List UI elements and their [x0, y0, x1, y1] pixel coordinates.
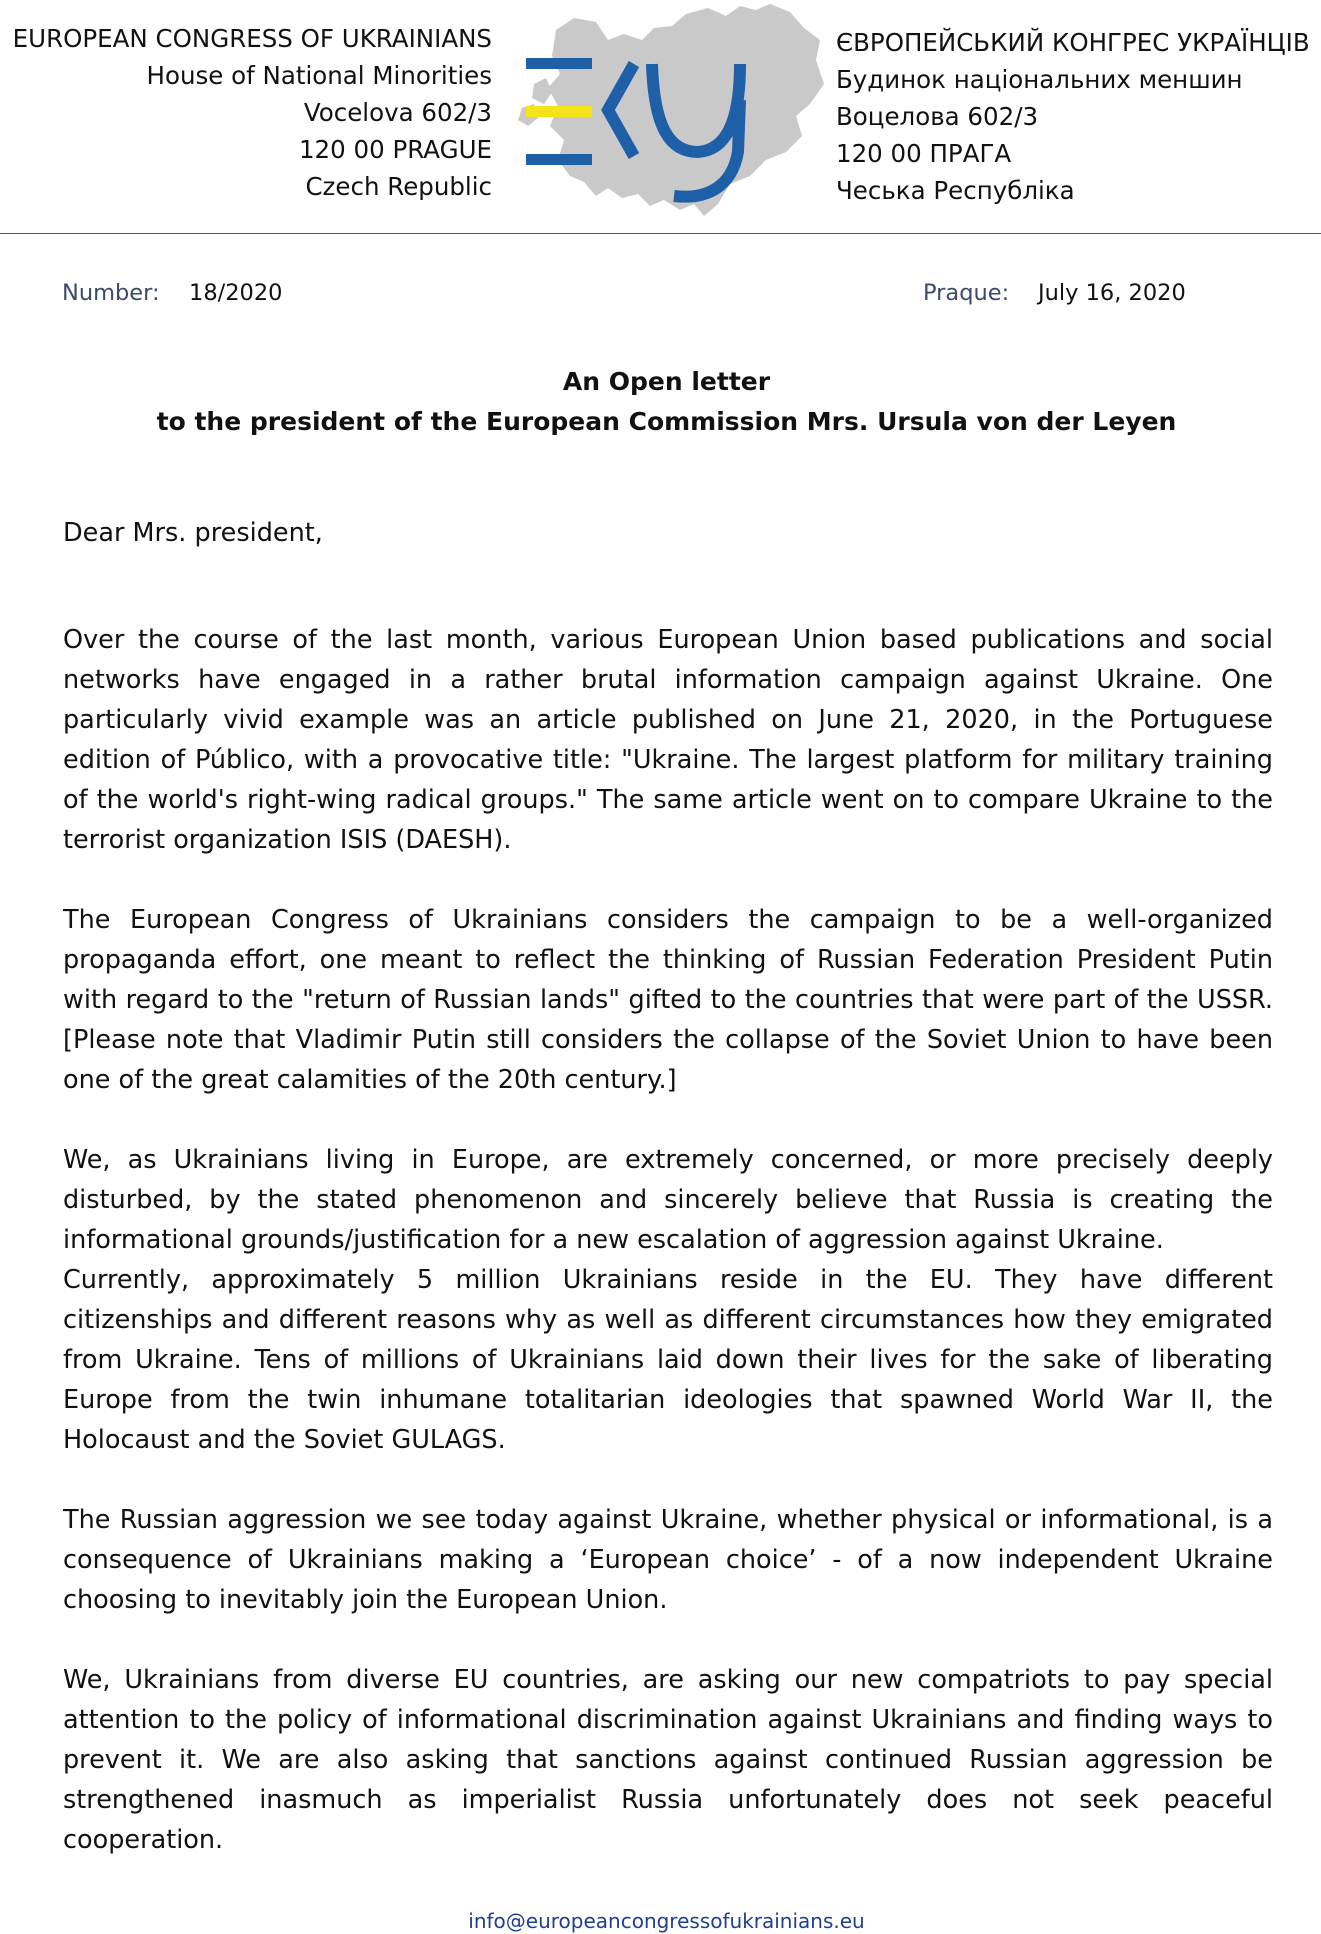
paragraph: Currently, approximately 5 million Ukrainians reside in the EU. They have different citizenships and different reasons why as well as different circumstances how they emigrated from Ukraine. Tens of millions of Ukrainians laid down their lives for the sake of liberating Europe from the twin inhumane totalitarian ideologies that spawned World War II, the Holocaust and the Soviet GULAGS. — [63, 1265, 1273, 1455]
footer-email-link[interactable]: info@europeancongressofukrainians.eu — [468, 1909, 865, 1933]
org-name-en: EUROPEAN CONGRESS OF UKRAINIANS — [12, 24, 492, 53]
address-english — [13, 20, 492, 205]
address-country-ua: Чеська Республіка — [836, 176, 1075, 205]
logo-bar-middle — [526, 106, 592, 117]
paragraph: The Russian aggression we see today against Ukraine, whether physical or informational, is a consequence of Ukrainians making a ‘European choice’ - of a now independent Ukraine choosing to inevitably join the European Union. — [63, 1505, 1273, 1615]
logo-bar-bottom — [526, 154, 592, 165]
paragraph: Over the course of the last month, various European Union based publications and social networks have engaged in a rather brutal information campaign against Ukraine. One particularly vivid example was an article published on June 21, 2020, in the Portuguese edition of Público, with a provocative title: "Ukraine. The largest platform for military training of the world's right-wing radical groups." The same article went on to compare Ukraine to the terrorist organization ISIS (DAESH). — [63, 625, 1273, 855]
address-building-ua: Будинок національних меншин — [836, 65, 1243, 94]
address-street-en: Vocelova 602/3 — [303, 98, 492, 127]
org-name-ua: ЄВРОПЕЙСЬКИЙ КОНГРЕС УКРАЇНЦІВ — [836, 28, 1310, 57]
city-label: Praque: — [923, 280, 1010, 306]
address-building-en: House of National Minorities — [146, 61, 492, 90]
address-ukrainian — [836, 24, 1310, 209]
letter-body — [63, 620, 1273, 1860]
paragraph: We, as Ukrainians living in Europe, are extremely concerned, or more precisely deeply disturbed, by the stated phenomenon and sincerely believe that Russia is creating the informational grounds/justification for a new escalation of aggression against Ukraine. — [63, 1145, 1273, 1255]
title-line-1: An Open letter — [562, 367, 771, 396]
letter-title — [0, 362, 1321, 442]
address-city-ua: 120 00 ПРАГА — [836, 139, 1012, 168]
paragraph: The European Congress of Ukrainians considers the campaign to be a well-organized propaganda effort, one meant to reflect the thinking of Russian Federation President Putin with regard to the "return of Russian lands" gifted to the countries that were part of the USSR. [Please note that Vladimir Putin still considers the collapse of the Soviet Union to have been one of the great calamities of the 20th century.] — [63, 905, 1273, 1095]
paragraph: We, Ukrainians from diverse EU countries, are asking our new compatriots to pay special attention to the policy of informational discrimination against Ukrainians and finding ways to prevent it. We are also asking that sanctions against continued Russian aggression be strengthened inasmuch as imperialist Russia unfortunately does not seek peaceful cooperation. — [63, 1665, 1273, 1855]
eku-logo-icon — [504, 0, 830, 224]
number-value: 18/2020 — [189, 280, 283, 306]
letterhead — [0, 0, 1321, 232]
europe-map-island — [532, 78, 552, 104]
date-value: July 16, 2020 — [1038, 280, 1186, 306]
address-street-ua: Воцелова 602/3 — [836, 102, 1039, 131]
number-label: Number: — [62, 280, 160, 306]
address-city-en: 120 00 PRAGUE — [298, 135, 492, 164]
letterhead-divider — [0, 233, 1321, 234]
title-line-2: to the president of the European Commission Mrs. Ursula von der Leyen — [156, 407, 1177, 436]
logo-bar-top — [526, 58, 592, 69]
address-country-en: Czech Republic — [305, 172, 492, 201]
salutation: Dear Mrs. president, — [63, 518, 323, 548]
